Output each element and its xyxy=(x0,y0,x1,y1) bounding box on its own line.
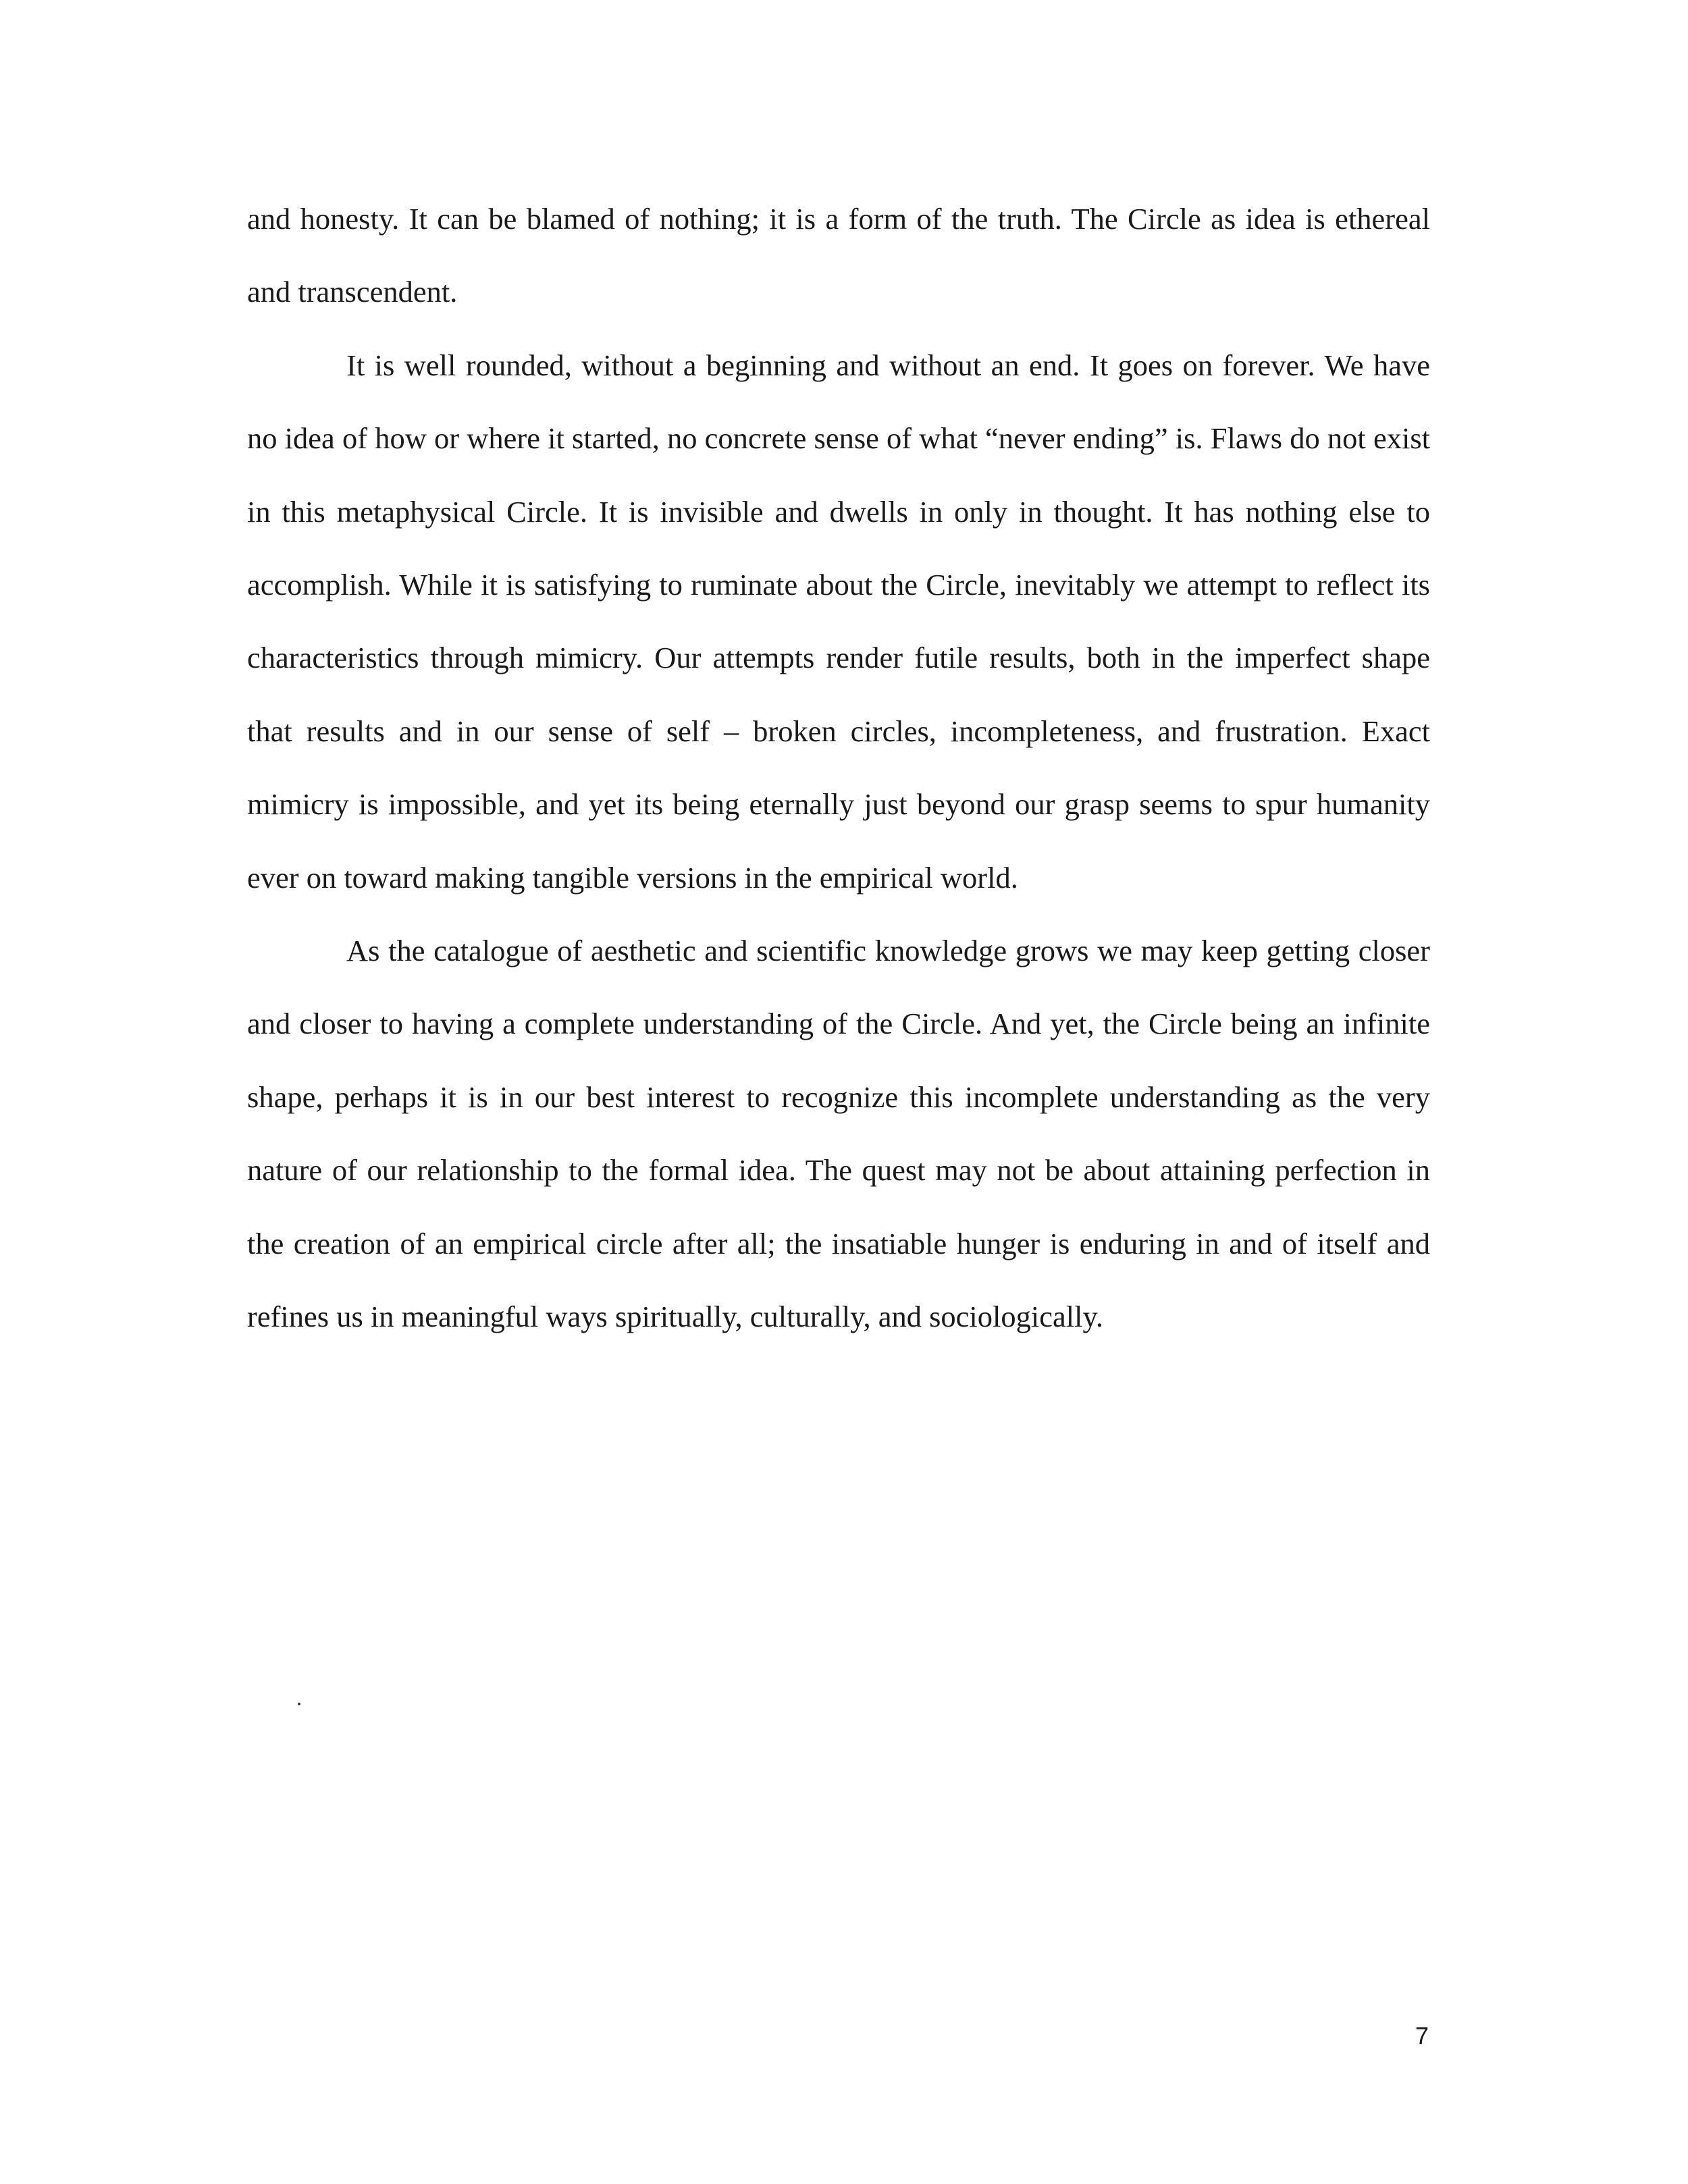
paragraph-1: and honesty. It can be blamed of nothing; it is a form of the truth. The Circle as idea is ethereal and transcendent. xyxy=(247,202,1430,309)
paragraph-3: As the catalogue of aesthetic and scientific knowledge grows we may keep getting closer and closer to having a complete understanding of the Circle. And yet, the Circle being an infinite shape, perhaps it is in our best interest to recognize this incomplete understanding as the very nature of our relationship to the formal idea. The quest may not be about attaining perfection in the creation of an empirical circle after all; the insatiable hunger is enduring in and of itself and refines us in meaningful ways spiritually, culturally, and sociologically. xyxy=(247,934,1430,1334)
stray-dot-mark xyxy=(298,1703,300,1705)
body-text xyxy=(247,182,1430,1354)
paragraph-2: It is well rounded, without a beginning and without an end. It goes on forever. We have no idea of how or where it started, no concrete sense of what “never ending” is. Flaws do not exist in this metaphysical Circle. It is invisible and dwells in only in thought. It has nothing else to accomplish. While it is satisfying to ruminate about the Circle, inevitably we attempt to reflect its characteristics through mimicry. Our attempts render futile results, both in the imperfect shape that results and in our sense of self – broken circles, incompleteness, and frustration. Exact mimicry is impossible, and yet its being eternally just beyond our grasp seems to spur humanity ever on toward making tangible versions in the empirical world. xyxy=(247,348,1430,895)
page-number: 7 xyxy=(1415,2022,1429,2050)
